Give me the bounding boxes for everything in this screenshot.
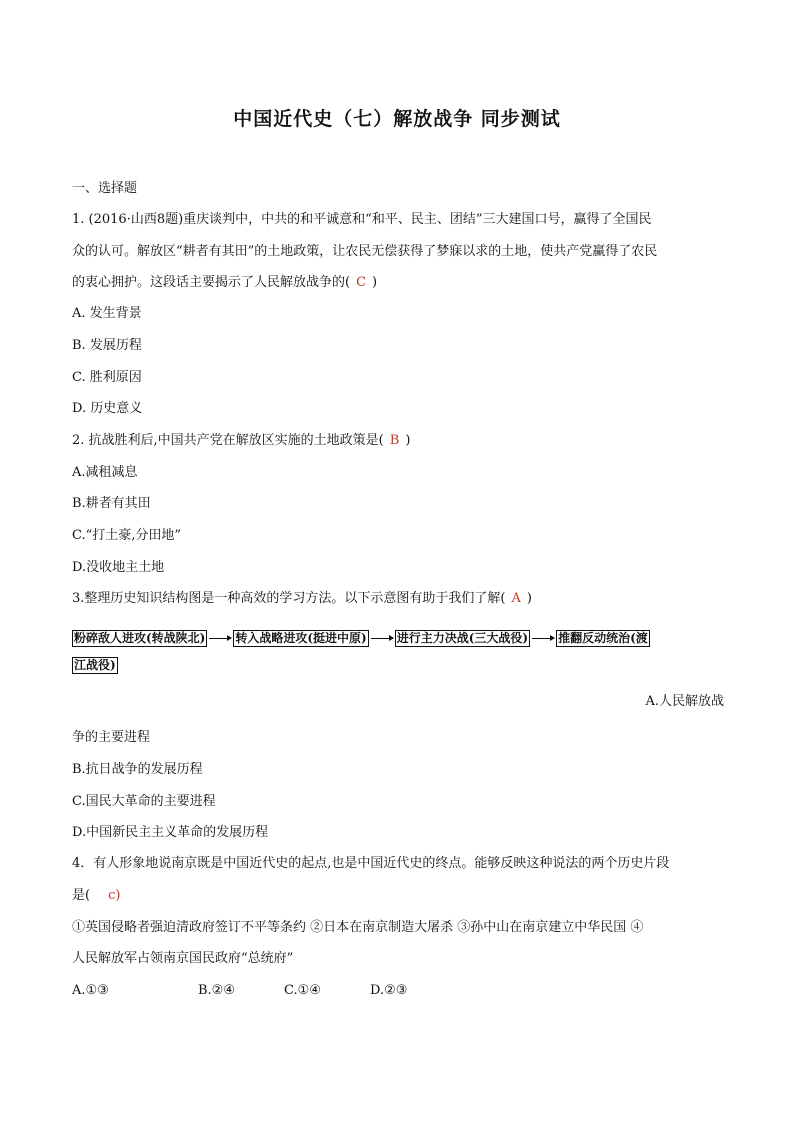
q4-items-line-2: 人民解放军占领南京国民政府“总统府” <box>72 951 294 966</box>
q4-option-a: A.①③ <box>72 983 109 998</box>
q4-answer: c) <box>108 888 121 903</box>
q2-answer: B <box>389 433 400 448</box>
q1-option-d: D. 历史意义 <box>72 401 143 416</box>
q1-stem-line-2: 众的认可。解放区“耕者有其田”的土地政策，让农民无偿获得了梦寐以求的土地，使共产党赢得了农民 <box>72 244 658 259</box>
document-title: 中国近代史（七）解放战争 同步测试 <box>233 108 561 130</box>
q3-stem <box>72 590 724 608</box>
q1-option-b: B. 发展历程 <box>72 338 142 353</box>
q3-option-b: B.抗日战争的发展历程 <box>72 762 203 777</box>
q1-stem-close: ) <box>372 275 378 290</box>
q3-option-a-line-1: A.人民解放战 <box>645 694 724 709</box>
q1-option-c: C. 胜利原因 <box>72 370 142 385</box>
q4-stem-line-2 <box>72 887 724 905</box>
q3-flow-diagram <box>72 630 724 648</box>
q1-stem-line-3 <box>72 274 724 292</box>
q1-stem-line-1: 1. (2016·山西8题)重庆谈判中，中共的和平诚意和“和平、民主、团结”三大建国口号，赢得了全国民 <box>72 212 652 227</box>
flow-step-1: 粉碎敌人进攻(转战陕北) <box>74 631 206 645</box>
q3-flow-tail-line <box>72 657 724 675</box>
q4-stem-line-1: 4．有人形象地说南京既是中国近代史的起点,也是中国近代史的终点。能够反映这种说法的两个历史片段 <box>72 856 670 871</box>
q2-option-c: C.“打土豪,分田地” <box>72 528 182 543</box>
q2-stem-text: 2. 抗战胜利后,中国共产党在解放区实施的土地政策是( <box>72 433 384 448</box>
q4-items-line-1: ①英国侵略者强迫清政府签订不平等条约 ②日本在南京制造大屠杀 ③孙中山在南京建立中华民国 ④ <box>72 920 644 935</box>
q4-option-d: D.②③ <box>370 983 408 998</box>
q4-options <box>72 982 724 1000</box>
q3-option-c: C.国民大革命的主要进程 <box>72 794 216 809</box>
q2-stem <box>72 432 724 450</box>
section-heading: 一、选择题 <box>72 181 138 196</box>
arrow-right-icon <box>209 638 231 639</box>
q3-stem-close: ) <box>526 591 532 606</box>
q2-option-d: D.没收地主土地 <box>72 560 165 575</box>
q2-stem-close: ) <box>405 433 411 448</box>
q2-option-a: A.减租减息 <box>72 465 138 480</box>
q2-option-b: B.耕者有其田 <box>72 496 151 511</box>
flow-step-3: 进行主力决战(三大战役) <box>396 631 529 645</box>
flow-step-2: 转入战略进攻(挺进中原) <box>235 631 367 645</box>
q1-answer: C <box>356 275 367 290</box>
q4-option-b: B.②④ <box>198 983 235 998</box>
q3-stem-text: 3.整理历史知识结构图是一种高效的学习方法。以下示意图有助于我们了解( <box>72 591 506 606</box>
q3-answer: A <box>511 591 521 606</box>
flow-step-4-tail: 江战役) <box>74 658 116 672</box>
q3-option-a-line-2: 争的主要进程 <box>72 730 151 745</box>
arrow-right-icon <box>371 638 393 639</box>
q1-option-a: A. 发生背景 <box>72 306 142 321</box>
flow-step-4: 推翻反动统治(渡 <box>558 631 648 645</box>
q1-stem-text: 的衷心拥护。这段话主要揭示了人民解放战争的( <box>72 275 351 290</box>
q4-stem-text: 是( <box>72 888 91 903</box>
arrow-right-icon <box>532 638 554 639</box>
q4-option-c: C.①④ <box>284 983 321 998</box>
q3-option-d: D.中国新民主主义革命的发展历程 <box>72 825 269 840</box>
